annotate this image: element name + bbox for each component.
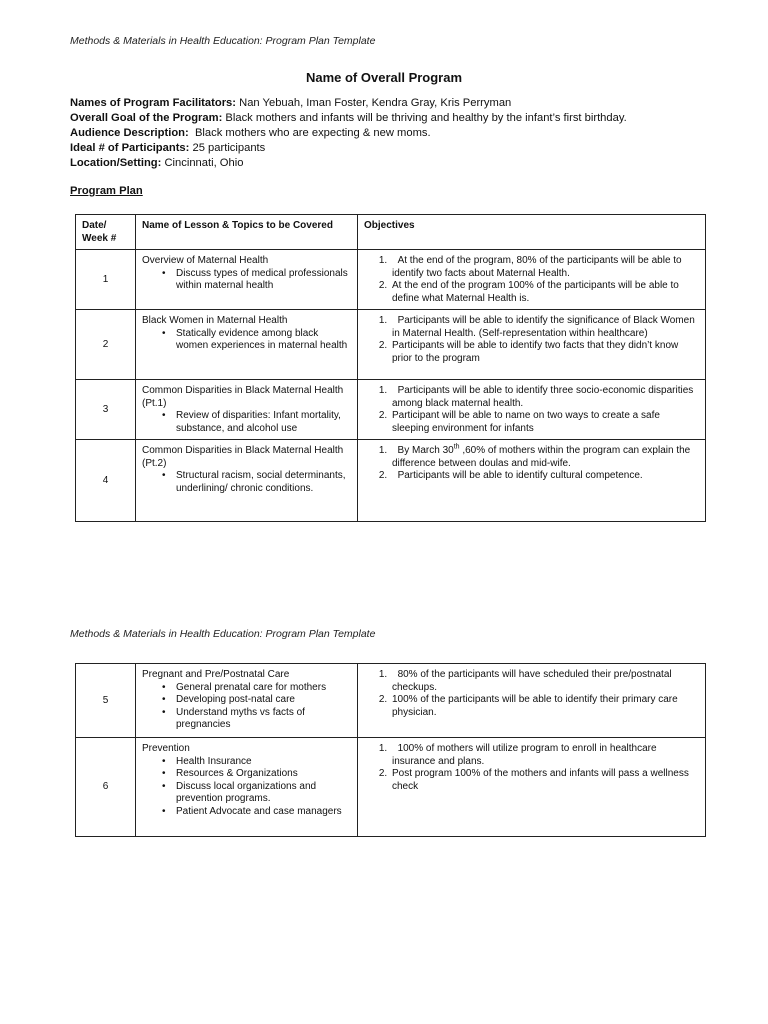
lesson-cell <box>136 380 358 440</box>
header-lesson: Name of Lesson & Topics to be Covered <box>136 215 358 250</box>
participants-label: Ideal # of Participants: <box>70 142 190 154</box>
lesson-cell <box>136 664 358 738</box>
week-number: 4 <box>76 440 136 522</box>
topic-list <box>142 410 351 435</box>
topic-item: • Resources & Organizations <box>176 768 351 781</box>
objective-list <box>364 445 699 483</box>
objective-item: 1. Participants will be able to identify three socio-economic disparities among black maternal health. <box>390 385 699 410</box>
week-number: 2 <box>76 310 136 380</box>
objectives-cell <box>358 440 706 522</box>
topic-item: • Health Insurance <box>176 756 351 769</box>
goal-line <box>70 111 710 126</box>
ordinal-suffix: th <box>453 443 460 451</box>
goal-value: Black mothers and infants will be thriving and healthy by the infant’s first birthday. <box>222 112 627 124</box>
location-label: Location/Setting: <box>70 157 162 169</box>
topic-item: • Review of disparities: Infant mortality, substance, and alcohol use <box>176 410 351 435</box>
audience-line <box>70 126 710 141</box>
topic-list <box>142 328 351 353</box>
lesson-cell <box>136 250 358 310</box>
objective-item: 2. Participants will be able to identify cultural competence. <box>390 470 699 483</box>
lesson-cell <box>136 310 358 380</box>
program-plan-table-continued <box>75 663 706 837</box>
table-row <box>76 664 706 738</box>
objective-item <box>390 445 699 470</box>
objective-list <box>364 255 699 305</box>
objective-item: 1. 80% of the participants will have scheduled their pre/postnatal checkups. <box>390 669 699 694</box>
table-row <box>76 380 706 440</box>
week-number: 3 <box>76 380 136 440</box>
topic-item: • Understand myths vs facts of pregnancies <box>176 707 351 732</box>
header-objectives: Objectives <box>358 215 706 250</box>
location-line <box>70 156 710 171</box>
lesson-title: Overview of Maternal Health <box>142 255 269 266</box>
objective-item: 1. 100% of mothers will utilize program to enroll in healthcare insurance and plans. <box>390 743 699 768</box>
objective-item: 2. Participants will be able to identify two facts that they didn’t know prior to the program <box>390 340 699 365</box>
topic-item: • Discuss types of medical professionals within maternal health <box>176 268 351 293</box>
topic-list <box>142 682 351 732</box>
table-row <box>76 738 706 837</box>
facilitators-value: Nan Yebuah, Iman Foster, Kendra Gray, Kris Perryman <box>236 97 512 109</box>
page-title: Name of Overall Program <box>305 70 463 85</box>
objective-list <box>364 743 699 793</box>
week-number: 1 <box>76 250 136 310</box>
audience-label: Audience Description: <box>70 127 189 139</box>
participants-value: 25 participants <box>189 142 266 154</box>
goal-label: Overall Goal of the Program: <box>70 112 223 124</box>
objective-text: ,60% of mothers within the program can explain the difference between doulas and mid-wife. <box>392 445 691 469</box>
objective-item: 2. Post program 100% of the mothers and infants will pass a wellness check <box>390 768 699 793</box>
facilitators-label: Names of Program Facilitators: <box>70 97 236 109</box>
page-header: Methods & Materials in Health Education: Program Plan Template <box>70 628 376 640</box>
topic-list <box>142 470 351 495</box>
objective-list <box>364 385 699 435</box>
facilitators-line <box>70 96 710 111</box>
objective-list <box>364 315 699 365</box>
week-number: 6 <box>76 738 136 837</box>
table-row <box>76 310 706 380</box>
lesson-title: Common Disparities in Black Maternal Health (Pt.2) <box>142 445 344 469</box>
objectives-cell <box>358 738 706 837</box>
table-row <box>76 250 706 310</box>
objective-item: 1. Participants will be able to identify the significance of Black Women in Maternal Health. (Self-representation within healthcare) <box>390 315 699 340</box>
objectives-cell <box>358 310 706 380</box>
objective-item: 2. 100% of the participants will be able to identify their primary care physician. <box>390 694 699 719</box>
objective-item: 2. At the end of the program 100% of the participants will be able to define what Maternal Health is. <box>390 280 699 305</box>
objective-text: By March 30 <box>392 445 454 456</box>
lesson-title: Black Women in Maternal Health <box>142 315 288 326</box>
objective-item: 2. Participant will be able to name on two ways to create a safe sleeping environment for infants <box>390 410 699 435</box>
program-plan-heading: Program Plan <box>70 185 143 197</box>
location-value: Cincinnati, Ohio <box>161 157 244 169</box>
topic-item: • Structural racism, social determinants, underlining/ chronic conditions. <box>176 470 351 495</box>
participants-line <box>70 141 710 156</box>
audience-value: Black mothers who are expecting & new moms. <box>188 127 431 139</box>
objectives-cell <box>358 250 706 310</box>
objectives-cell <box>358 664 706 738</box>
objective-item: 1. At the end of the program, 80% of the participants will be able to identify two facts about Maternal Health. <box>390 255 699 280</box>
topic-item: • General prenatal care for mothers <box>176 682 351 695</box>
program-plan-table <box>75 214 706 522</box>
lesson-cell <box>136 440 358 522</box>
lesson-title: Pregnant and Pre/Postnatal Care <box>142 669 290 680</box>
topic-item: • Patient Advocate and case managers <box>176 806 351 819</box>
topic-item: • Discuss local organizations and prevention programs. <box>176 781 351 806</box>
week-number: 5 <box>76 664 136 738</box>
lesson-cell <box>136 738 358 837</box>
table-header-row <box>76 215 706 250</box>
lesson-title: Common Disparities in Black Maternal Health (Pt.1) <box>142 385 344 409</box>
objective-list <box>364 669 699 719</box>
lesson-title: Prevention <box>142 743 190 754</box>
topic-item: • Developing post-natal care <box>176 694 351 707</box>
topic-list <box>142 268 351 293</box>
header-week: Date/ Week # <box>76 215 136 250</box>
objectives-cell <box>358 380 706 440</box>
program-info <box>70 96 710 171</box>
topic-item: • Statically evidence among black women experiences in maternal health <box>176 328 351 353</box>
page-header: Methods & Materials in Health Education: Program Plan Template <box>70 35 376 47</box>
table-row <box>76 440 706 522</box>
topic-list <box>142 756 351 819</box>
